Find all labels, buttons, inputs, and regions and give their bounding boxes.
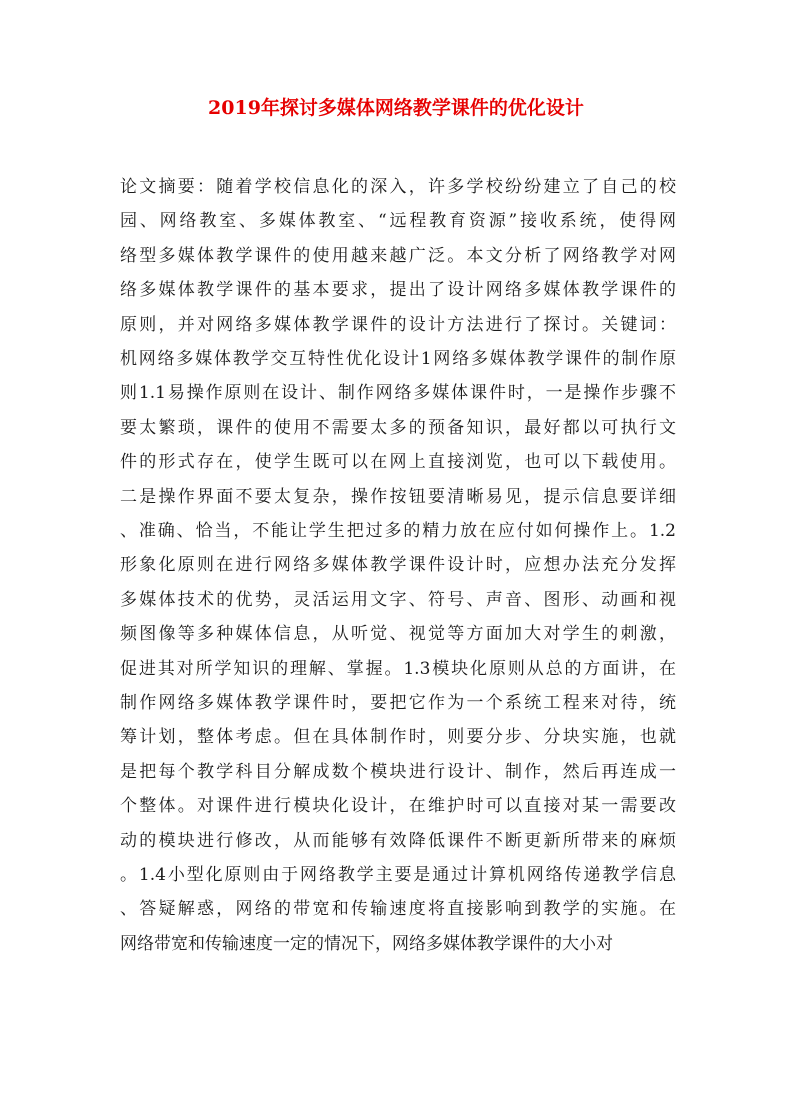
body-text-line: 网络带宽和传输速度一定的情况下，网络多媒体教学课件的大小对 <box>120 933 613 954</box>
body-text-line: 机网络多媒体教学交互特性优化设计1网络多媒体教学课件的制作原 <box>120 349 676 369</box>
body-text-line: 二是操作界面不要太复杂，操作按钮要清晰易见，提示信息要详细 <box>120 486 676 507</box>
body-text-line: 、答疑解惑，网络的带宽和传输速度将直接影响到教学的实施。在 <box>120 899 676 920</box>
body-text-line: 要太繁琐，课件的使用不需要太多的预备知识，最好都以可执行文 <box>120 417 676 438</box>
body-text-line: 件的形式存在，使学生既可以在网上直接浏览，也可以下载使用。 <box>120 452 676 473</box>
body-text-line: 论文摘要：随着学校信息化的深入，许多学校纷纷建立了自己的校 <box>120 177 676 197</box>
body-text-line: 络多媒体教学课件的基本要求，提出了设计网络多媒体教学课件的 <box>120 280 676 301</box>
body-text-line: 。1.4小型化原则由于网络教学主要是通过计算机网络传递教学信息 <box>120 865 676 885</box>
body-text-line: 促进其对所学知识的理解、掌握。1.3模块化原则从总的方面讲，在 <box>120 658 676 679</box>
body-text-line: 频图像等多种媒体信息，从听觉、视觉等方面加大对学生的刺激， <box>120 624 676 645</box>
body-text-line: 动的模块进行修改，从而能够有效降低课件不断更新所带来的麻烦 <box>120 830 676 851</box>
body-text-line: 、准确、恰当，不能让学生把过多的精力放在应付如何操作上。1.2 <box>120 521 676 541</box>
body-text-line: 个整体。对课件进行模块化设计，在维护时可以直接对某一需要改 <box>120 796 676 817</box>
body-text-line: 制作网络多媒体教学课件时，要把它作为一个系统工程来对待，统 <box>120 693 676 713</box>
body-text-line: 络型多媒体教学课件的使用越来越广泛。本文分析了网络教学对网 <box>120 245 676 266</box>
body-text-line: 原则，并对网络多媒体教学课件的设计方法进行了探讨。关键词： <box>120 314 676 335</box>
body-text-line: 筹计划，整体考虑。但在具体制作时，则要分步、分块实施，也就 <box>120 727 676 748</box>
body-text-line: 多媒体技术的优势，灵活运用文字、符号、声音、图形、动画和视 <box>120 589 676 610</box>
document-title: 2019年探讨多媒体网络教学课件的优化设计 <box>208 97 584 119</box>
body-text-line: 是把每个教学科目分解成数个模块进行设计、制作，然后再连成一 <box>120 761 676 782</box>
body-text-line: 则1.1易操作原则在设计、制作网络多媒体课件时，一是操作步骤不 <box>120 383 676 404</box>
body-text-line: 形象化原则在进行网络多媒体教学课件设计时，应想办法充分发挥 <box>120 555 676 576</box>
body-text-line: 园、网络教室、多媒体教室、“远程教育资源”接收系统，使得网 <box>120 211 676 232</box>
